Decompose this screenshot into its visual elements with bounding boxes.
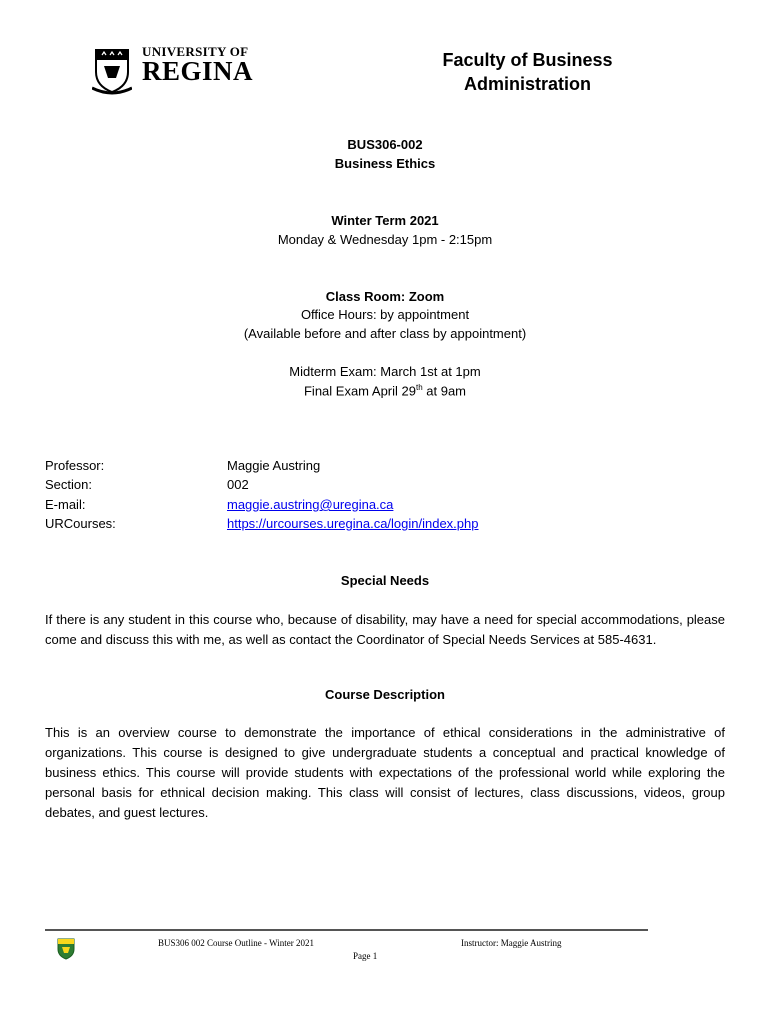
footer-course: BUS306 002 Course Outline - Winter 2021	[158, 938, 314, 948]
footer-divider	[45, 929, 648, 931]
faculty-title-line1: Faculty of Business	[442, 50, 613, 70]
course-code: BUS306-002	[347, 137, 423, 152]
email-label: E-mail:	[45, 497, 86, 512]
footer-crest-icon	[56, 937, 76, 960]
page-number: Page 1	[353, 951, 378, 961]
professor-label: Professor:	[45, 458, 105, 473]
final-exam-prefix: Final Exam April 29	[303, 383, 416, 399]
term: Winter Term 2021	[331, 213, 439, 228]
midterm-exam: Midterm Exam: March 1st at 1pm	[289, 364, 481, 379]
availability: (Available before and after class by appointment)	[243, 326, 527, 341]
section-label: Section:	[45, 477, 92, 492]
schedule: Monday & Wednesday 1pm - 2:15pm	[277, 232, 493, 247]
course-name: Business Ethics	[334, 156, 436, 171]
special-needs-body: If there is any student in this course who, because of disability, may have a need for special accommodations, please come and discuss this with me, as well as contact the Coordinator of Special Needs Services at 585-4631.	[45, 612, 725, 647]
course-description-heading: Course Description	[325, 687, 445, 702]
footer-instructor: Instructor: Maggie Austring	[461, 938, 562, 948]
final-exam-sup: th	[415, 383, 423, 392]
faculty-title	[400, 48, 655, 96]
crest-icon	[92, 44, 132, 96]
final-exam-suffix: at 9am	[422, 383, 467, 399]
urcourses-link[interactable]: https://urcourses.uregina.ca/login/index.php	[227, 516, 479, 531]
logo-line1: UNIVERSITY OF	[142, 44, 249, 59]
logo-line2: REGINA	[142, 56, 254, 86]
final-exam	[0, 383, 770, 398]
classroom: Class Room: Zoom	[325, 289, 445, 304]
professor-value: Maggie Austring	[227, 458, 321, 473]
university-logo	[92, 44, 254, 96]
faculty-title-line2: Administration	[463, 74, 591, 94]
course-description-body: This is an overview course to demonstrate the importance of ethical considerations in the administrative of organizations. This course is designed to give undergraduate students a conceptual and practical knowledge of business ethics. This course will provide students with expectations of the professional world while exploring the personal basis for ethnical decision making. This class will consist of lectures, class discussions, videos, group debates, and guest lectures.	[45, 725, 725, 820]
special-needs-heading: Special Needs	[340, 573, 430, 588]
office-hours: Office Hours: by appointment	[300, 307, 470, 322]
email-link[interactable]: maggie.austring@uregina.ca	[227, 497, 394, 512]
urcourses-label: URCourses:	[45, 516, 116, 531]
section-value: 002	[227, 477, 249, 492]
